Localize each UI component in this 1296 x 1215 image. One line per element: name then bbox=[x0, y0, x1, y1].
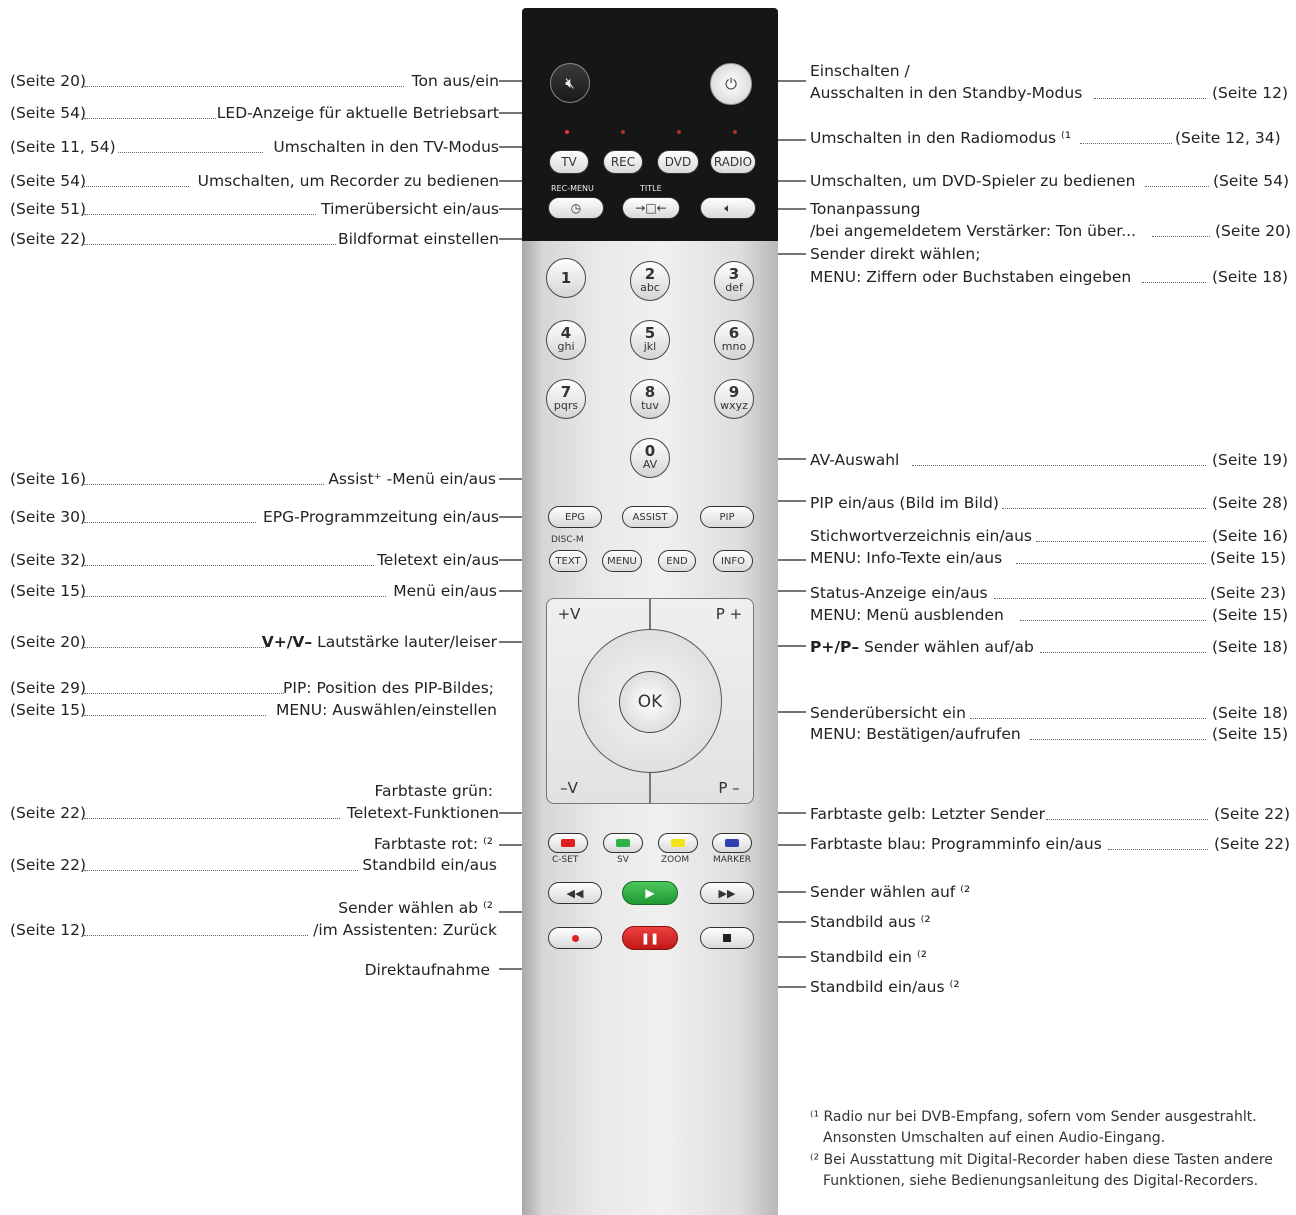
stop-icon bbox=[723, 934, 731, 942]
leader-dots bbox=[84, 715, 266, 716]
right-label-freeze-toggle: Standbild ein/aus ⁽² bbox=[810, 978, 960, 996]
leader-dots bbox=[84, 565, 374, 566]
leader-dots bbox=[84, 522, 256, 523]
digit-label: 2 bbox=[644, 265, 656, 283]
footnote-1-line-2: Ansonsten Umschalten auf einen Audio-Eingang. bbox=[823, 1130, 1166, 1146]
left-label-teletext-functions: Teletext-Funktionen bbox=[346, 804, 499, 822]
left-page-ref: (Seite 15) bbox=[10, 582, 87, 600]
info-label: INFO bbox=[720, 555, 746, 567]
nav-divider-top bbox=[649, 598, 651, 630]
led-radio bbox=[733, 130, 737, 134]
menu-label: MENU bbox=[607, 555, 637, 567]
digit-label: 3 bbox=[728, 265, 740, 283]
digit-label: 8 bbox=[644, 383, 656, 401]
epg-button[interactable] bbox=[548, 506, 602, 528]
leader-dots bbox=[84, 870, 358, 871]
rec-button[interactable] bbox=[603, 150, 643, 174]
left-label-volume bbox=[262, 632, 497, 652]
right-label-confirm: MENU: Bestätigen/aufrufen bbox=[810, 725, 1021, 743]
digit-0-av-button[interactable] bbox=[630, 438, 670, 478]
leader-dots bbox=[1046, 819, 1208, 820]
leader-dots bbox=[1108, 849, 1208, 850]
digit-sub-label: pqrs bbox=[553, 399, 579, 412]
leader-dots bbox=[912, 465, 1206, 466]
pause-button[interactable] bbox=[622, 926, 678, 950]
radio-button-label: RADIO bbox=[713, 155, 753, 169]
right-page-ref: (Seite 16) bbox=[1212, 527, 1289, 545]
menu-button[interactable] bbox=[602, 550, 642, 572]
sound-button[interactable] bbox=[700, 197, 756, 219]
leader-dots bbox=[1020, 620, 1206, 621]
digit-sub-label: jkl bbox=[643, 340, 657, 353]
left-page-ref: (Seite 32) bbox=[10, 551, 87, 569]
right-label-direct-1: Sender direkt wählen; bbox=[810, 245, 981, 263]
leader-dots bbox=[84, 935, 308, 936]
right-label-sound-1: Tonanpassung bbox=[810, 200, 921, 218]
left-label-teletext: Teletext ein/aus bbox=[376, 551, 499, 569]
left-label-pip-position: PIP: Position des PIP-Bildes; bbox=[283, 679, 494, 697]
digit-sub-label: wxyz bbox=[720, 399, 748, 412]
right-page-ref: (Seite 20) bbox=[1215, 222, 1292, 240]
pip-button[interactable] bbox=[700, 506, 754, 528]
right-label-direct-2: MENU: Ziffern oder Buchstaben eingeben bbox=[810, 268, 1132, 286]
left-label-channel-down: Sender wählen ab ⁽² bbox=[338, 899, 493, 917]
leader-dots bbox=[84, 214, 316, 215]
left-label-menu: Menü ein/aus bbox=[393, 582, 497, 600]
nav-divider-bottom bbox=[649, 772, 651, 804]
mute-button[interactable] bbox=[550, 63, 590, 103]
left-page-ref: (Seite 22) bbox=[10, 804, 87, 822]
led-rec bbox=[621, 130, 625, 134]
end-button[interactable] bbox=[658, 550, 696, 572]
leader-dots bbox=[1030, 739, 1206, 740]
volume-bold: V+/V– bbox=[261, 633, 313, 651]
clock-icon: ◷ bbox=[570, 201, 582, 215]
digit-8-button[interactable] bbox=[630, 379, 670, 419]
marker-label: MARKER bbox=[713, 855, 752, 865]
vol-plus-label-key[interactable] bbox=[552, 604, 586, 624]
right-label-blue: Farbtaste blau: Programminfo ein/aus bbox=[810, 835, 1102, 853]
right-label-sound-2: /bei angemeldetem Verstärker: Ton über... bbox=[810, 222, 1137, 240]
record-button[interactable] bbox=[548, 927, 602, 949]
assist-label: ASSIST bbox=[632, 511, 668, 523]
digit-5-button[interactable] bbox=[630, 320, 670, 360]
leader-dots bbox=[84, 484, 324, 485]
tv-button-label: TV bbox=[561, 155, 577, 169]
fast-forward-icon: ▶▶ bbox=[718, 886, 736, 900]
left-page-ref: (Seite 20) bbox=[10, 72, 87, 90]
leader-dots bbox=[84, 86, 404, 87]
left-label-green: Farbtaste grün: bbox=[374, 782, 493, 800]
left-page-ref: (Seite 16) bbox=[10, 470, 87, 488]
right-page-ref: (Seite 15) bbox=[1212, 725, 1289, 743]
sv-label: SV bbox=[617, 855, 629, 865]
prog-minus-label-key[interactable] bbox=[712, 778, 746, 798]
tv-button[interactable] bbox=[549, 150, 589, 174]
left-label-assist: Assist⁺ -Menü ein/aus bbox=[328, 470, 496, 488]
digit-label: 1 bbox=[560, 268, 572, 287]
right-label-yellow: Farbtaste gelb: Letzter Sender bbox=[810, 805, 1046, 823]
disc-m-label: DISC-M bbox=[551, 535, 584, 545]
right-page-ref: (Seite 18) bbox=[1212, 268, 1289, 286]
prog-plus-label-key[interactable] bbox=[712, 604, 746, 624]
right-page-ref: (Seite 22) bbox=[1214, 805, 1291, 823]
leader-dots bbox=[84, 818, 340, 819]
leader-dots bbox=[118, 152, 263, 153]
fast-forward-button[interactable] bbox=[700, 882, 754, 904]
yellow-dot bbox=[671, 839, 685, 847]
digit-3-button[interactable] bbox=[714, 261, 754, 301]
left-label-freeze: Standbild ein/aus bbox=[362, 856, 497, 874]
prog-minus-label: P – bbox=[718, 779, 740, 797]
footnote-2-line-2: Funktionen, siehe Bedienungsanleitung des Digital-Recorders. bbox=[823, 1173, 1259, 1189]
end-label: END bbox=[666, 555, 688, 567]
power-icon: ⏻ bbox=[725, 75, 737, 93]
digit-label: 9 bbox=[728, 383, 740, 401]
digit-label: 5 bbox=[644, 324, 656, 342]
right-page-ref: (Seite 18) bbox=[1212, 638, 1289, 656]
digit-sub-label: ghi bbox=[557, 340, 575, 353]
left-page-ref: (Seite 30) bbox=[10, 508, 87, 526]
c-set-label: C-SET bbox=[552, 855, 579, 865]
right-label-power-1: Einschalten / bbox=[810, 62, 910, 80]
rewind-button[interactable] bbox=[548, 882, 602, 904]
info-button[interactable] bbox=[713, 550, 753, 572]
left-label-direct-record: Direktaufnahme bbox=[364, 961, 490, 979]
red-dot bbox=[561, 839, 575, 847]
rewind-icon: ◀◀ bbox=[566, 886, 584, 900]
right-page-ref: (Seite 12, 34) bbox=[1175, 129, 1281, 147]
play-button[interactable] bbox=[622, 881, 678, 905]
volume-text: Lautstärke lauter/leiser bbox=[312, 633, 497, 651]
left-page-ref: (Seite 12) bbox=[10, 921, 87, 939]
picture-format-button[interactable] bbox=[622, 197, 680, 219]
vol-minus-label: –V bbox=[560, 779, 578, 797]
record-icon bbox=[572, 935, 579, 942]
green-button[interactable] bbox=[603, 833, 643, 853]
leader-dots bbox=[1080, 143, 1172, 144]
leader-dots bbox=[84, 244, 336, 245]
digit-9-button[interactable] bbox=[714, 379, 754, 419]
right-label-index: Stichwortverzeichnis ein/aus bbox=[810, 527, 1033, 545]
picture-format-icon: →□← bbox=[635, 201, 667, 215]
speaker-icon: 🔈︎ bbox=[724, 200, 732, 215]
right-label-radio: Umschalten in den Radiomodus ⁽¹ bbox=[810, 129, 1072, 147]
leader-dots bbox=[1002, 508, 1206, 509]
red-button[interactable] bbox=[548, 833, 588, 853]
dvd-button[interactable] bbox=[657, 150, 699, 174]
leader-dots bbox=[1040, 652, 1206, 653]
text-label: TEXT bbox=[555, 555, 581, 567]
digit-4-button[interactable] bbox=[546, 320, 586, 360]
left-page-ref: (Seite 15) bbox=[10, 701, 87, 719]
left-page-ref: (Seite 54) bbox=[10, 104, 87, 122]
yellow-button[interactable] bbox=[658, 833, 698, 853]
left-label-timer: Timerübersicht ein/aus bbox=[321, 200, 499, 218]
rec-menu-label: REC-MENU bbox=[551, 184, 594, 193]
pip-label: PIP bbox=[719, 511, 735, 523]
pause-icon: ❚❚ bbox=[640, 931, 660, 945]
leader-dots bbox=[1094, 98, 1206, 99]
blue-dot bbox=[725, 839, 739, 847]
right-label-av: AV-Auswahl bbox=[810, 451, 900, 469]
right-page-ref: (Seite 15) bbox=[1210, 549, 1287, 567]
right-page-ref: (Seite 19) bbox=[1212, 451, 1289, 469]
digit-sub-label: AV bbox=[642, 458, 658, 471]
footnote-2-line-1: ⁽² Bei Ausstattung mit Digital-Recorder haben diese Tasten andere bbox=[810, 1152, 1273, 1168]
left-label-red: Farbtaste rot: ⁽² bbox=[373, 835, 493, 853]
digit-label: 7 bbox=[560, 383, 572, 401]
footnote-1-line-1: ⁽¹ Radio nur bei DVB-Empfang, sofern vom Sender ausgestrahlt. bbox=[810, 1109, 1257, 1125]
right-label-freeze-off: Standbild aus ⁽² bbox=[810, 913, 931, 931]
program-text: Sender wählen auf/ab bbox=[859, 638, 1034, 656]
vol-plus-label: +V bbox=[557, 605, 581, 623]
left-page-ref: (Seite 22) bbox=[10, 856, 87, 874]
digit-label: 0 bbox=[644, 442, 656, 460]
left-page-ref: (Seite 54) bbox=[10, 172, 87, 190]
zoom-label: ZOOM bbox=[661, 855, 690, 865]
left-page-ref: (Seite 20) bbox=[10, 633, 87, 651]
right-page-ref: (Seite 15) bbox=[1212, 606, 1289, 624]
left-label-mute: Ton aus/ein bbox=[411, 72, 499, 90]
left-label-picture-format: Bildformat einstellen bbox=[337, 230, 499, 248]
right-page-ref: (Seite 54) bbox=[1213, 172, 1290, 190]
digit-sub-label: tuv bbox=[641, 399, 659, 412]
text-button[interactable] bbox=[549, 550, 587, 572]
right-page-ref: (Seite 18) bbox=[1212, 704, 1289, 722]
leader-dots bbox=[1036, 541, 1206, 542]
left-label-led: LED-Anzeige für aktuelle Betriebsart bbox=[216, 104, 499, 122]
left-page-ref: (Seite 11, 54) bbox=[10, 138, 116, 156]
leader-dots bbox=[994, 598, 1206, 599]
leader-dots bbox=[1016, 563, 1206, 564]
left-label-menu-select: MENU: Auswählen/einstellen bbox=[276, 701, 497, 719]
right-label-freeze-on: Standbild ein ⁽² bbox=[810, 948, 927, 966]
right-label-info: MENU: Info-Texte ein/aus bbox=[810, 549, 1003, 567]
epg-label: EPG bbox=[564, 511, 586, 523]
right-page-ref: (Seite 23) bbox=[1210, 584, 1287, 602]
left-label-assistant-back: /im Assistenten: Zurück bbox=[313, 921, 497, 939]
right-page-ref: (Seite 28) bbox=[1212, 494, 1289, 512]
green-dot bbox=[616, 839, 630, 847]
left-label-epg: EPG-Programmzeitung ein/aus bbox=[263, 508, 499, 526]
timer-button[interactable] bbox=[548, 197, 604, 219]
leader-dots bbox=[84, 118, 216, 119]
left-page-ref: (Seite 22) bbox=[10, 230, 87, 248]
dvd-button-label: DVD bbox=[664, 155, 692, 169]
leader-dots bbox=[84, 647, 266, 648]
right-label-channel-list: Senderübersicht ein bbox=[810, 704, 966, 722]
right-page-ref: (Seite 22) bbox=[1214, 835, 1291, 853]
ok-label: OK bbox=[637, 692, 663, 712]
digit-label: 4 bbox=[560, 324, 572, 342]
left-page-ref: (Seite 29) bbox=[10, 679, 87, 697]
right-label-pip: PIP ein/aus (Bild im Bild) bbox=[810, 494, 999, 512]
assist-button[interactable] bbox=[622, 506, 678, 528]
left-label-rec: Umschalten, um Recorder zu bedienen bbox=[197, 172, 499, 190]
right-label-channel-up: Sender wählen auf ⁽² bbox=[810, 883, 971, 901]
digit-label: 6 bbox=[728, 324, 740, 342]
digit-1-button[interactable] bbox=[546, 258, 586, 298]
title-label: TITLE bbox=[640, 184, 662, 193]
digit-sub-label: abc bbox=[640, 281, 660, 294]
play-icon: ▶ bbox=[645, 886, 655, 900]
leader-dots bbox=[84, 596, 386, 597]
led-dvd bbox=[677, 130, 681, 134]
right-page-ref: (Seite 12) bbox=[1212, 84, 1289, 102]
right-label-hide-menu: MENU: Menü ausblenden bbox=[810, 606, 1004, 624]
rec-button-label: REC bbox=[610, 155, 636, 169]
digit-sub-label: mno bbox=[721, 340, 747, 353]
vol-minus-label-key[interactable] bbox=[552, 778, 586, 798]
leader-dots bbox=[1142, 282, 1206, 283]
mute-icon: 🔇︎ bbox=[565, 74, 575, 92]
led-tv bbox=[565, 130, 569, 134]
prog-plus-label: P + bbox=[715, 605, 743, 623]
right-label-program bbox=[810, 637, 1034, 657]
leader-dots bbox=[1152, 236, 1210, 237]
right-label-power-2: Ausschalten in den Standby-Modus bbox=[810, 84, 1083, 102]
ok-button[interactable] bbox=[619, 671, 681, 733]
power-button[interactable] bbox=[710, 63, 752, 105]
radio-button[interactable] bbox=[710, 150, 756, 174]
leader-dots bbox=[84, 693, 284, 694]
digit-6-button[interactable] bbox=[714, 320, 754, 360]
right-label-dvd: Umschalten, um DVD-Spieler zu bedienen bbox=[810, 172, 1136, 190]
leader-dots bbox=[84, 186, 189, 187]
left-label-tv: Umschalten in den TV-Modus bbox=[273, 138, 499, 156]
digit-7-button[interactable] bbox=[546, 379, 586, 419]
leader-dots bbox=[1145, 186, 1209, 187]
stop-button[interactable] bbox=[700, 927, 754, 949]
program-bold: P+/P– bbox=[810, 638, 860, 656]
digit-sub-label: def bbox=[725, 281, 743, 294]
blue-button[interactable] bbox=[712, 833, 752, 853]
leader-dots bbox=[970, 718, 1206, 719]
right-label-status: Status-Anzeige ein/aus bbox=[810, 584, 988, 602]
left-page-ref: (Seite 51) bbox=[10, 200, 87, 218]
digit-2-button[interactable] bbox=[630, 261, 670, 301]
